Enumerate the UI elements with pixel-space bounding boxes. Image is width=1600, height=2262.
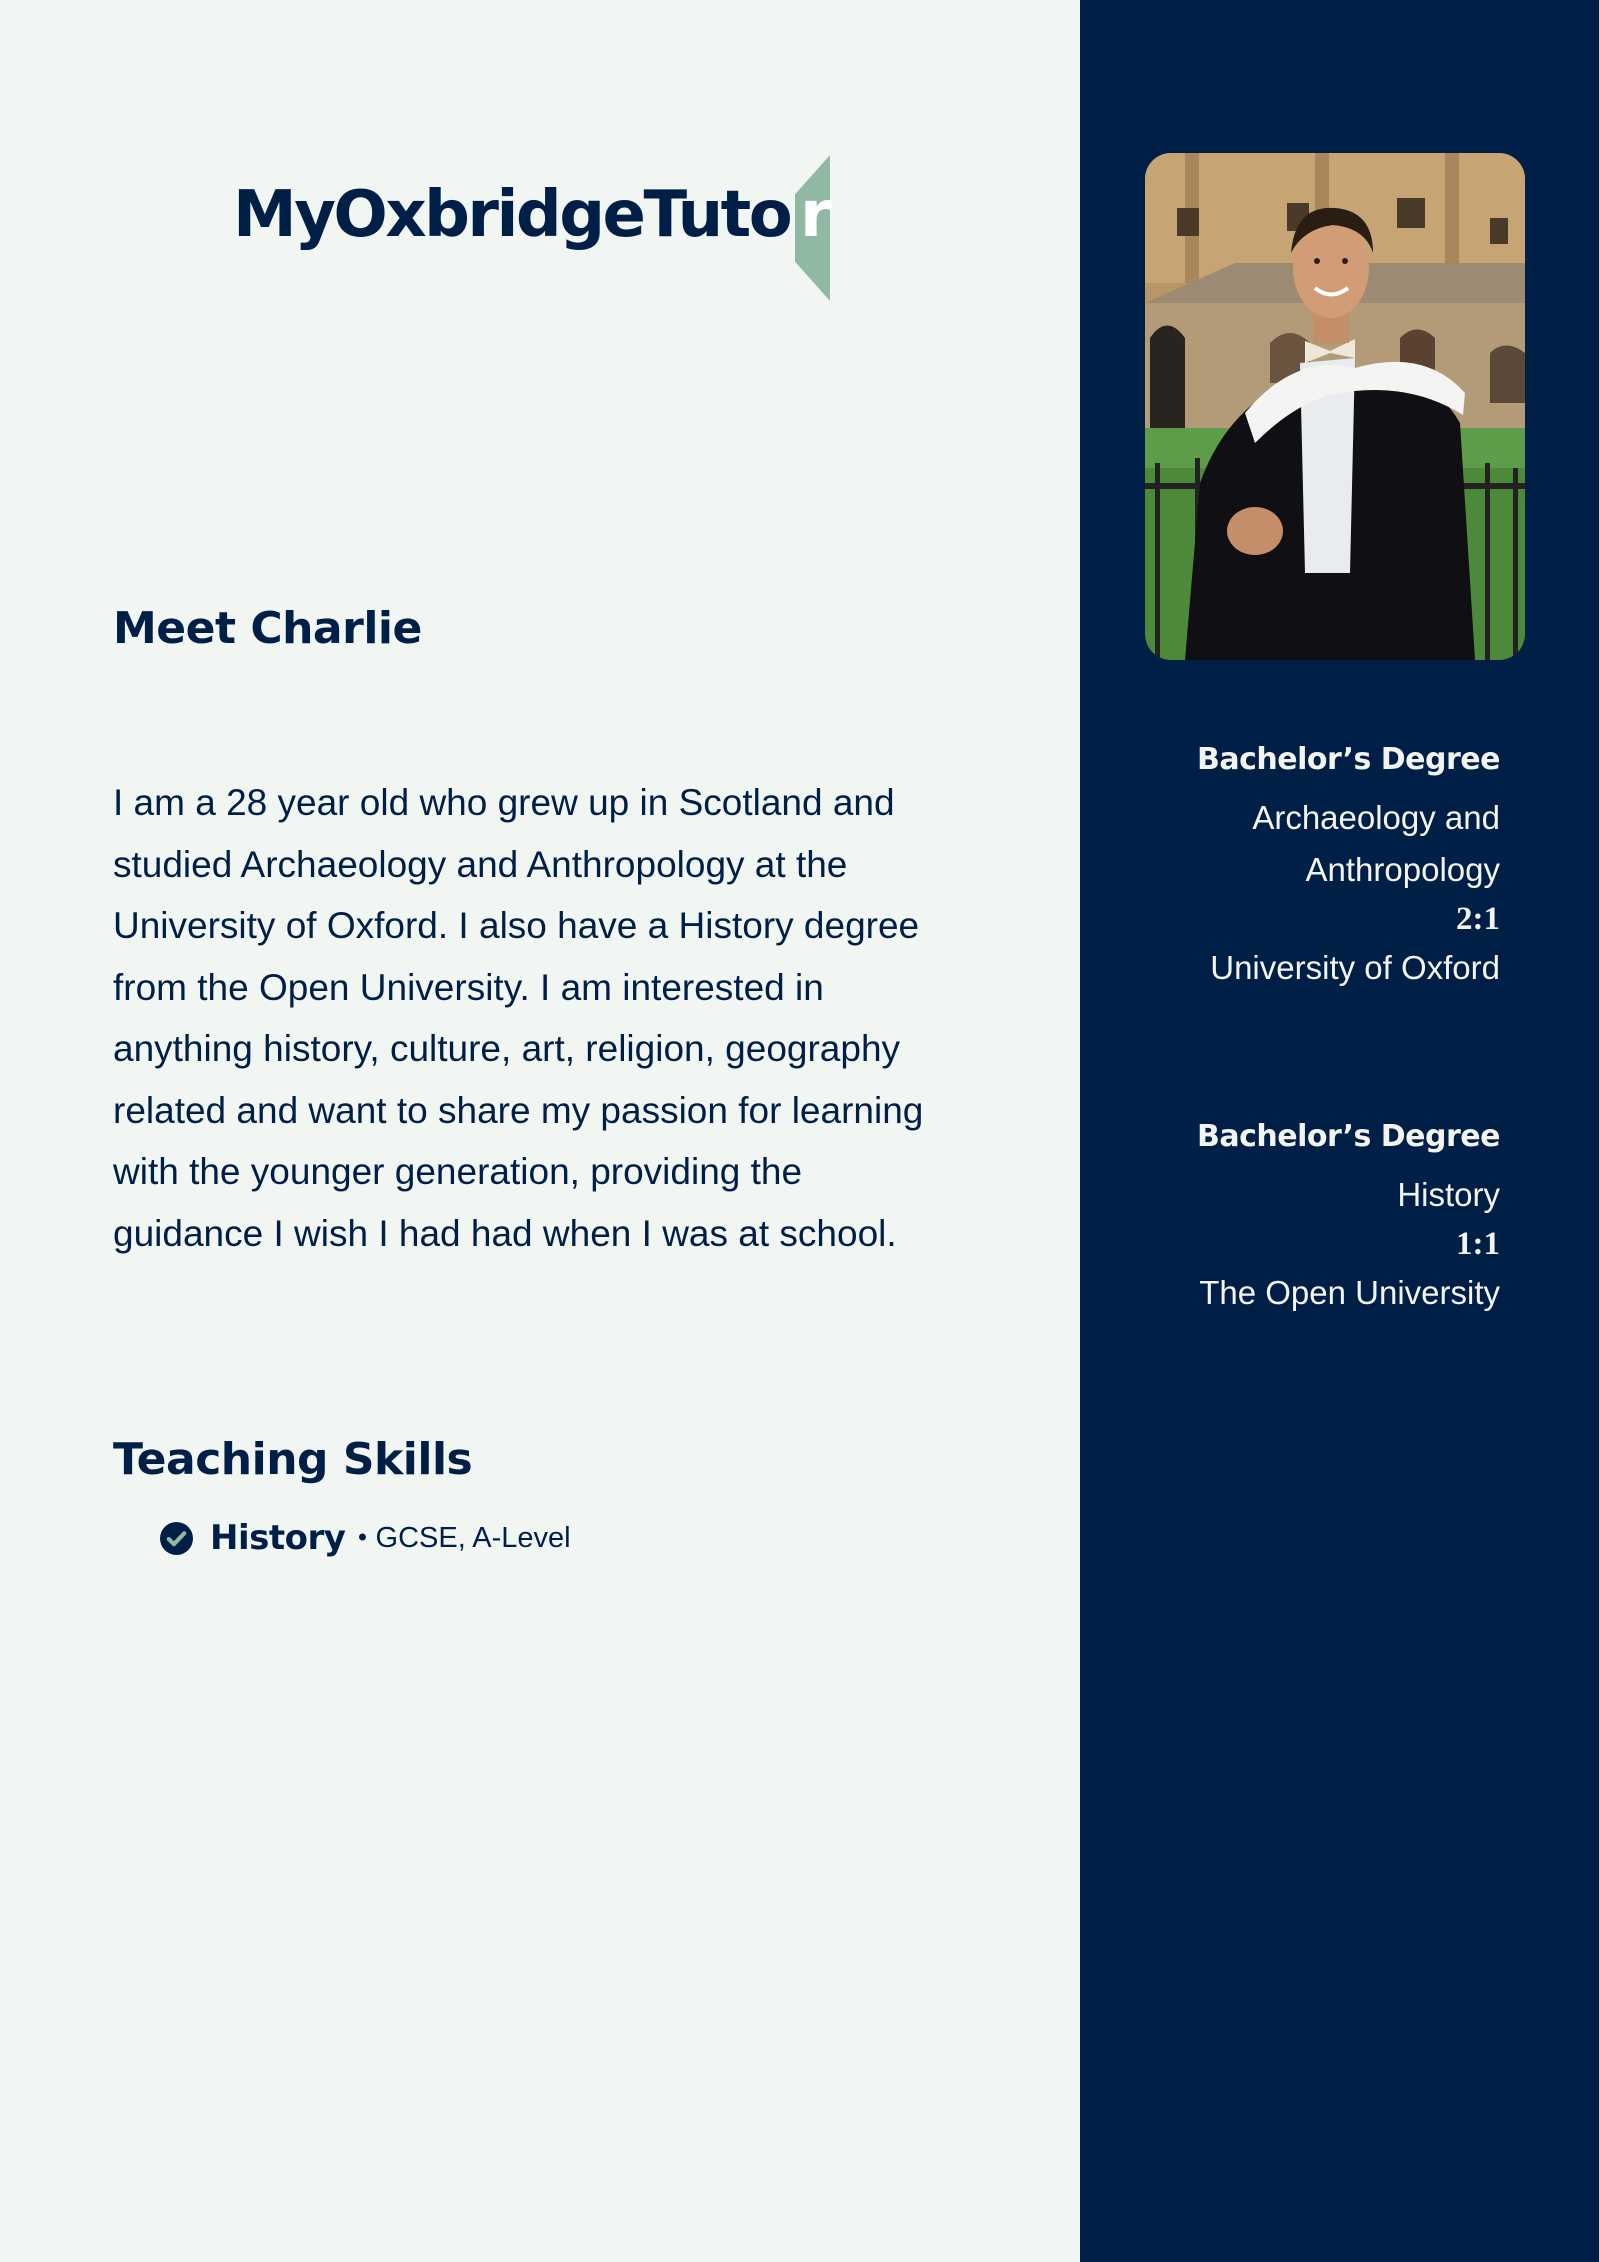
skill-subject: History [210,1518,346,1558]
degree-title: Bachelor’s Degree [1197,1119,1500,1154]
check-circle-icon [160,1522,193,1555]
logo-text: MyOxbridgeTuto [233,178,791,252]
profile-bio: I am a 28 year old who grew up in Scotland and studied Archaeology and Anthropology at the University of Oxford. I also have a History degree from the Open University. I am interested in anything history, culture, art, religion, geography related and want to share my passion for learning with the younger generation, providing the guidance I wish I had had when I was at school. [113,782,924,1254]
degree-university: University of Oxford [1210,949,1500,986]
skill-levels: GCSE, A-Level [375,1521,571,1554]
degree-subject: Archaeology and Anthropology [1252,799,1500,888]
degree-card [1100,740,1500,994]
skill-separator: • [355,1524,370,1552]
tutor-photo [1145,153,1525,660]
logo-highlight-letter: r [800,178,832,252]
degree-university: The Open University [1199,1274,1500,1311]
degree-title: Bachelor’s Degree [1197,742,1500,777]
degree-card [1100,1117,1500,1319]
degree-grade: 1:1 [1456,1226,1500,1262]
teaching-skills-heading: Teaching Skills [113,1434,473,1485]
skill-item [160,1518,571,1558]
degree-grade: 2:1 [1456,901,1500,937]
profile-heading: Meet Charlie [113,603,422,654]
degree-subject: History [1397,1176,1500,1213]
brand-logo [233,150,853,302]
